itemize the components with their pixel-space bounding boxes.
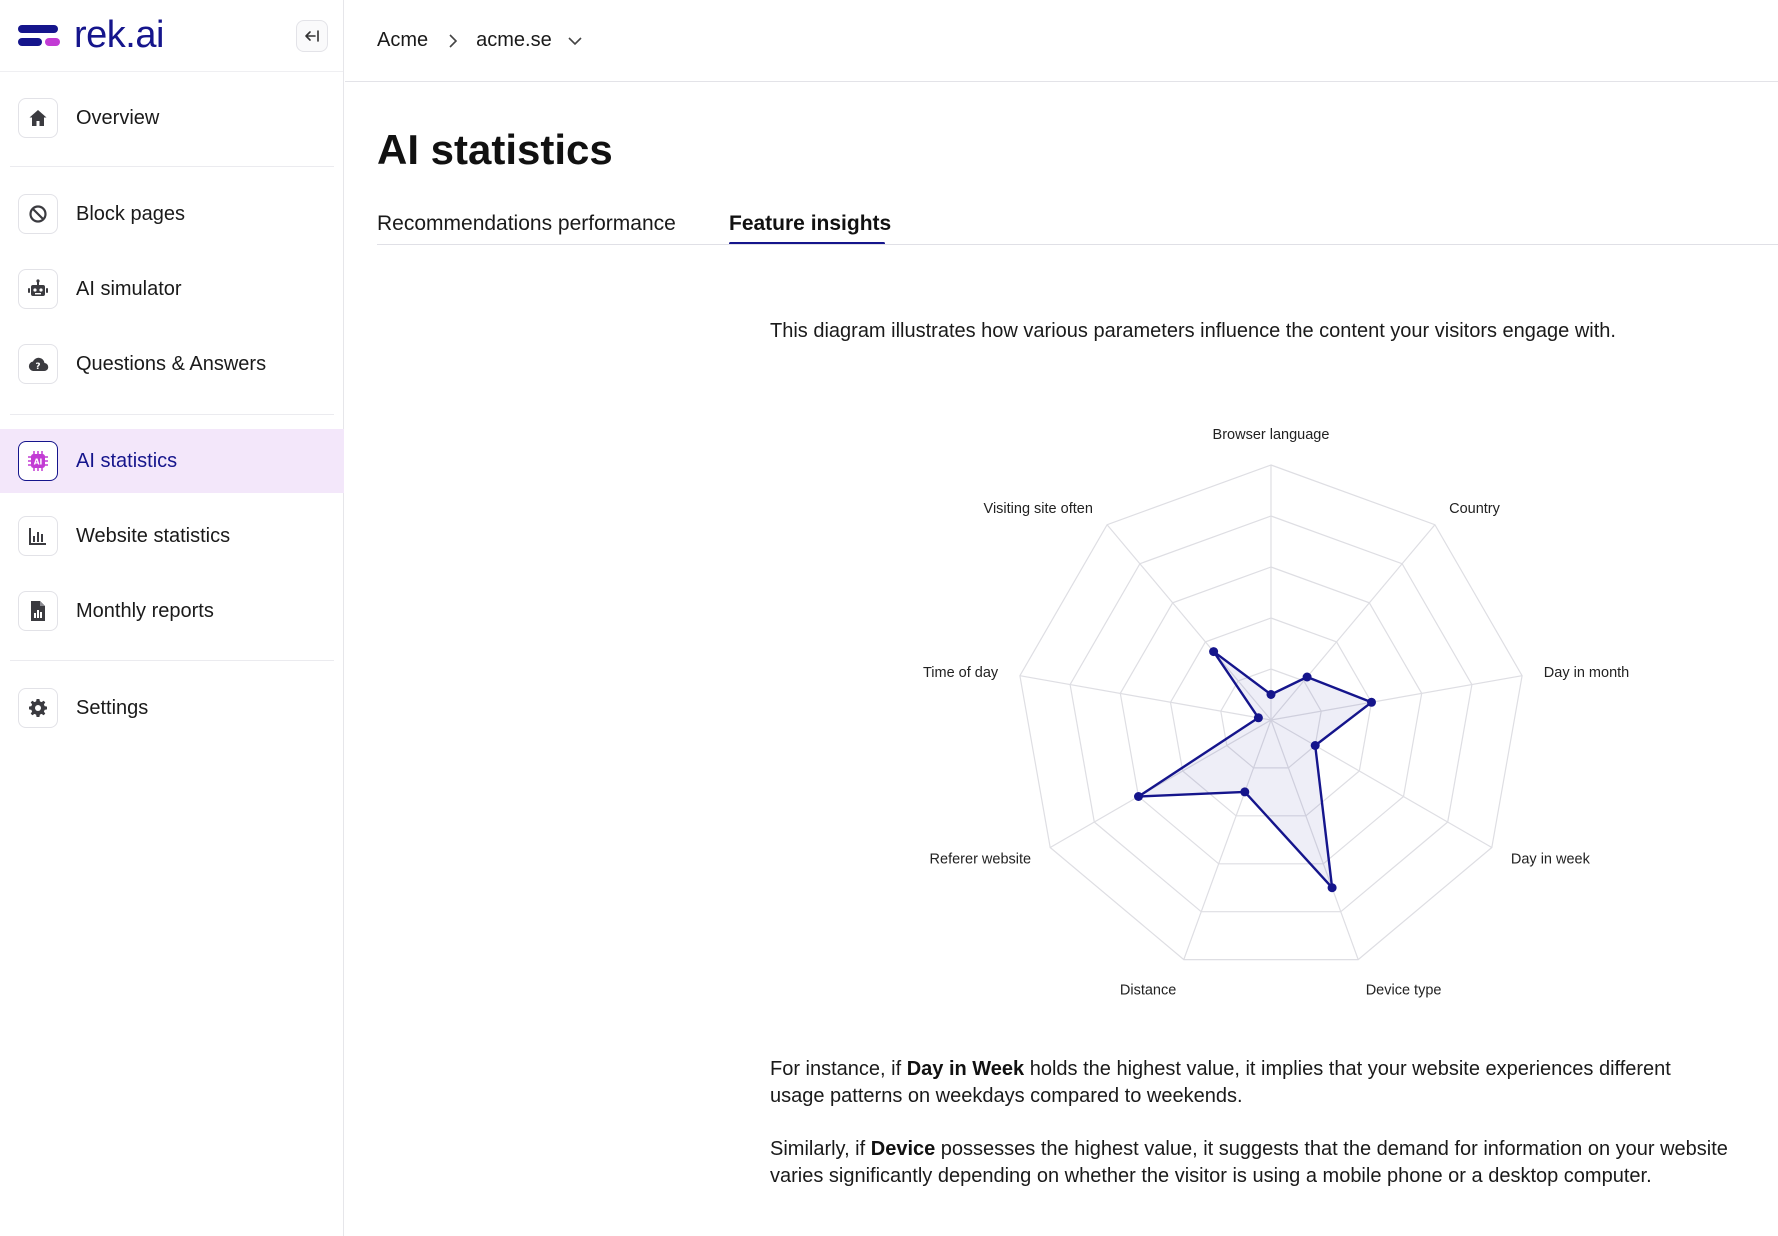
sidebar-item-ai-simulator[interactable] — [0, 257, 344, 321]
radar-point-time-of-day — [1254, 713, 1263, 722]
bar-chart-icon — [18, 516, 58, 556]
robot-icon — [18, 269, 58, 309]
para2-after: possesses the highest value, it suggests that the demand for information on your website varies significantly depending on whether the visitor is using a mobile phone or a desktop computer. — [770, 1138, 1728, 1187]
sidebar-divider — [10, 660, 334, 661]
radar-point-day-in-week — [1311, 741, 1320, 750]
brand — [0, 0, 343, 72]
tab-feature-insights[interactable]: Feature insights — [729, 212, 892, 235]
sidebar-item-label: Block pages — [76, 202, 185, 225]
radar-point-browser-language — [1267, 690, 1276, 699]
sidebar-item-label: AI simulator — [76, 277, 182, 300]
para2-before: Similarly, if — [770, 1138, 871, 1160]
radar-axis-label: Time of day — [922, 664, 999, 681]
radar-point-device-type — [1328, 883, 1337, 892]
block-icon — [18, 194, 58, 234]
para1-before: For instance, if — [770, 1058, 907, 1080]
radar-axis-label: Day in month — [1543, 664, 1630, 681]
radar-axis-label: Day in week — [1510, 851, 1590, 868]
para2-bold: Device — [870, 1138, 936, 1160]
radar-axis-label: Country — [1449, 500, 1500, 517]
radar-axis-label: Distance — [1119, 982, 1177, 999]
sidebar-item-overview[interactable] — [0, 86, 344, 150]
sidebar-item-label: Overview — [76, 106, 160, 129]
radar-axis-label: Browser language — [1212, 427, 1330, 443]
brand-logo-icon — [18, 23, 60, 49]
tab-recommendations-performance[interactable]: Recommendations performance — [377, 212, 676, 235]
sidebar-item-label: Settings — [76, 696, 149, 719]
ai-chip-icon — [18, 441, 58, 481]
sidebar-item-questions-answers[interactable] — [0, 332, 344, 396]
brand-name: rek.ai — [74, 14, 164, 56]
svg-text:?: ? — [35, 362, 41, 372]
sidebar-item-settings[interactable] — [0, 676, 344, 740]
radar-chart — [377, 82, 1778, 1082]
chart-description: This diagram illustrates how various parameters influence the content your visitors engage with. — [770, 320, 1616, 342]
gear-icon — [18, 688, 58, 728]
collapse-left-icon — [304, 29, 320, 43]
breadcrumb-org-link[interactable]: Acme — [377, 29, 429, 51]
para1-bold: Day in Week — [906, 1058, 1025, 1080]
page-title: AI statistics — [377, 126, 613, 173]
insight-paragraph-day-in-week — [770, 1056, 1730, 1110]
insight-paragraph-device — [770, 1136, 1730, 1190]
svg-text:AI: AI — [33, 457, 43, 467]
radar-point-day-in-month — [1367, 698, 1376, 707]
sidebar-item-label: Website statistics — [76, 524, 231, 547]
radar-point-country — [1303, 673, 1312, 682]
breadcrumb-site-select[interactable]: acme.se — [476, 29, 552, 51]
radar-point-visiting-site-often — [1209, 647, 1218, 656]
sidebar-divider — [10, 414, 334, 415]
sidebar-item-website-statistics[interactable] — [0, 504, 344, 568]
radar-point-referer-website — [1134, 792, 1143, 801]
radar-axis-label: Visiting site often — [983, 500, 1093, 517]
sidebar-item-monthly-reports[interactable] — [0, 579, 344, 643]
sidebar-item-label: Monthly reports — [76, 599, 214, 622]
sidebar-item-label: AI statistics — [76, 449, 178, 472]
sidebar — [0, 0, 344, 1236]
home-icon — [18, 98, 58, 138]
chevron-right-icon — [448, 33, 458, 49]
sidebar-item-label: Questions & Answers — [76, 352, 267, 375]
report-icon — [18, 591, 58, 631]
breadcrumb — [345, 0, 1778, 82]
chevron-down-icon[interactable] — [568, 36, 582, 46]
sidebar-item-ai-statistics[interactable] — [0, 429, 344, 493]
cloud-question-icon — [18, 344, 58, 384]
sidebar-divider — [10, 166, 334, 167]
radar-axis-label: Referer website — [929, 851, 1032, 868]
collapse-sidebar-button[interactable] — [296, 20, 328, 52]
sidebar-item-block-pages[interactable] — [0, 182, 344, 246]
para1-after: holds the highest value, it implies that your website experiences different usage patterns on weekdays compared to weekends. — [770, 1058, 1671, 1107]
radar-point-distance — [1240, 787, 1249, 796]
radar-axis-label: Device type — [1365, 982, 1442, 999]
